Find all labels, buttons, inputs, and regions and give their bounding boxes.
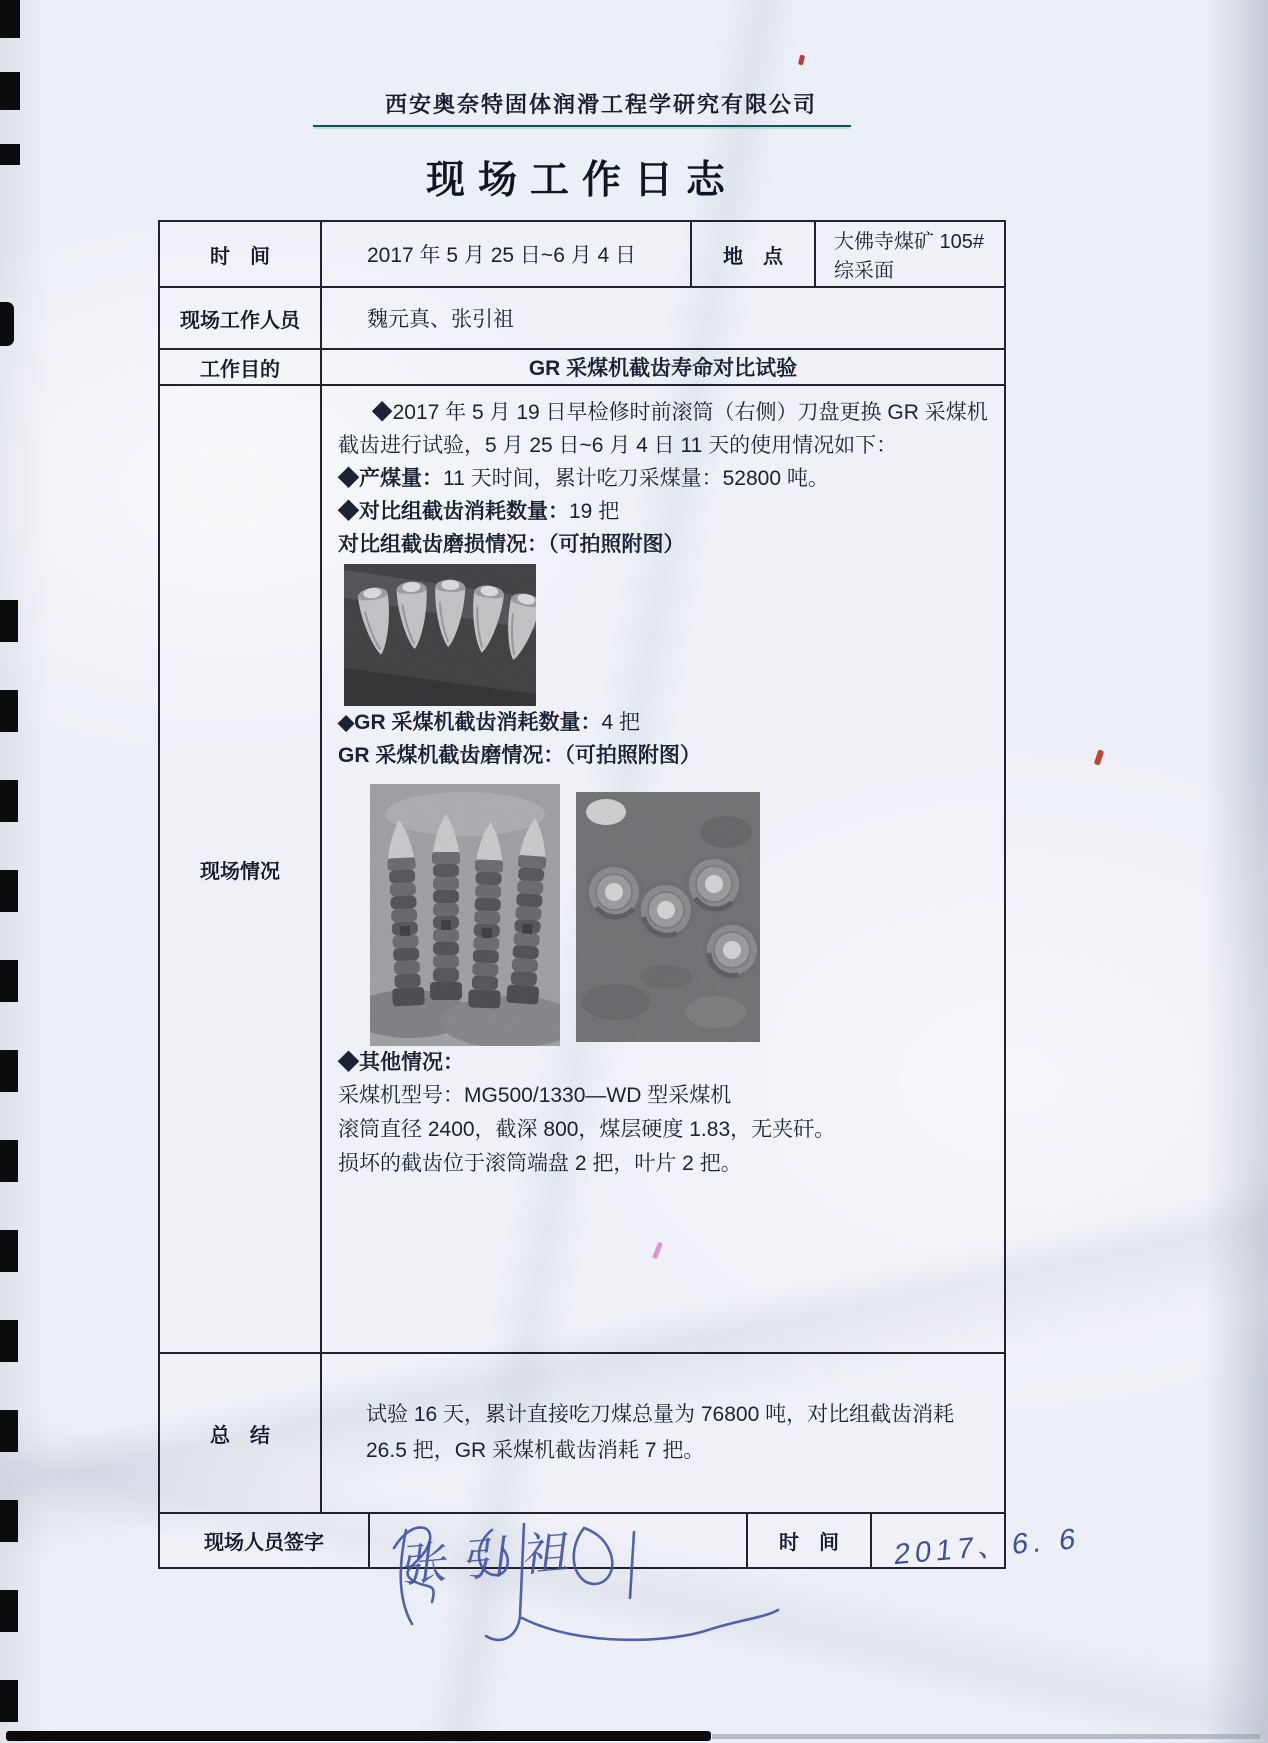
form-sheet	[158, 0, 1082, 1592]
scan-artifact-bottom-right	[712, 1734, 1260, 1739]
other-info-damage: 损坏的截齿位于滚筒端盘 2 把，叶片 2 把。	[338, 1152, 742, 1175]
comparison-picks-photo	[344, 564, 536, 706]
field-label-staff: 现场工作人员	[180, 309, 300, 332]
gr-qty-value: 4 把	[601, 711, 640, 734]
comparison-qty-value: 19 把	[569, 500, 620, 523]
scan-artifact-left-bottom	[0, 600, 18, 1743]
comparison-qty-label: ◆对比组截齿消耗数量：	[338, 500, 569, 523]
field-label-time: 时 间	[210, 245, 270, 268]
company-name: 西安奥奈特固体润滑工程学研究有限公司	[313, 88, 851, 127]
table-row-purpose	[160, 348, 1004, 384]
page-title: 现场工作日志	[425, 159, 738, 202]
field-label-situation: 现场情况	[200, 860, 280, 883]
table-row-time-location	[160, 222, 1004, 286]
work-log-table	[158, 220, 1082, 1592]
comparison-qty-line	[338, 495, 994, 528]
situation-intro: ◆2017 年 5 月 19 日早检修时前滚筒（右侧）刀盘更换 GR 采煤机截齿进行试验，5 月 25 日~6 月 4 日 11 天的使用情况如下：	[338, 401, 988, 457]
coal-output-line	[338, 462, 994, 495]
field-value-time: 2017 年 5 月 25 日~6 月 4 日	[320, 222, 690, 286]
field-label-purpose: 工作目的	[200, 358, 280, 381]
table-row-signoff	[160, 1512, 1082, 1592]
scan-artifact-bottom	[6, 1731, 711, 1741]
coal-output-label: ◆产煤量：	[338, 467, 443, 490]
coal-output-text: 11 天时间，累计吃刀采煤量：52800 吨。	[443, 467, 829, 490]
situation-content	[320, 386, 1004, 1352]
signoff-date-cell	[870, 1514, 1082, 1572]
field-value-summary: 试验 16 天，累计直接吃刀煤总量为 76800 吨，对比组截齿消耗 26.5 把，GR 采煤机截齿消耗 7 把。	[320, 1354, 1004, 1512]
scan-artifact-left-mid	[0, 302, 14, 346]
field-label-location: 地 点	[690, 222, 814, 286]
other-info-model: 采煤机型号：MG500/1330—WD 型采煤机	[338, 1084, 732, 1107]
comparison-wear-line: 对比组截齿磨损情况：（可拍照附图）	[338, 533, 685, 556]
field-label-signoff: 现场人员签字	[204, 1532, 324, 1554]
field-value-location: 大佛寺煤矿 105#综采面	[814, 222, 1004, 286]
gr-picks-top-view-photo	[576, 792, 760, 1042]
field-label-signoff-time: 时 间	[746, 1514, 870, 1567]
signoff-date-handwriting: 2017、6. 6	[892, 1522, 1082, 1572]
other-info-params: 滚筒直径 2400，截深 800，煤层硬度 1.83，无夹矸。	[338, 1118, 836, 1141]
other-info-title: ◆其他情况：	[338, 1051, 464, 1074]
table-row-staff	[160, 286, 1004, 348]
field-label-summary: 总 结	[210, 1424, 270, 1447]
gr-qty-line	[338, 706, 994, 739]
gr-wear-line: GR 采煤机截齿磨情况：（可拍照附图）	[338, 744, 701, 767]
signature-name-text: 张引祖	[399, 1524, 589, 1592]
scan-artifact-left-top	[0, 0, 20, 165]
table-row-summary	[160, 1352, 1004, 1512]
gr-picks-standing-photo	[370, 784, 560, 1046]
signature-cell	[368, 1514, 746, 1592]
table-row-situation	[160, 384, 1004, 1352]
gr-qty-label: ◆GR 采煤机截齿消耗数量：	[338, 711, 602, 734]
field-value-purpose: GR 采煤机截齿寿命对比试验	[320, 350, 1004, 384]
scan-speck-red	[1094, 749, 1104, 765]
field-value-staff: 魏元真、张引祖	[320, 288, 1004, 348]
gr-photos-row	[370, 784, 994, 1046]
